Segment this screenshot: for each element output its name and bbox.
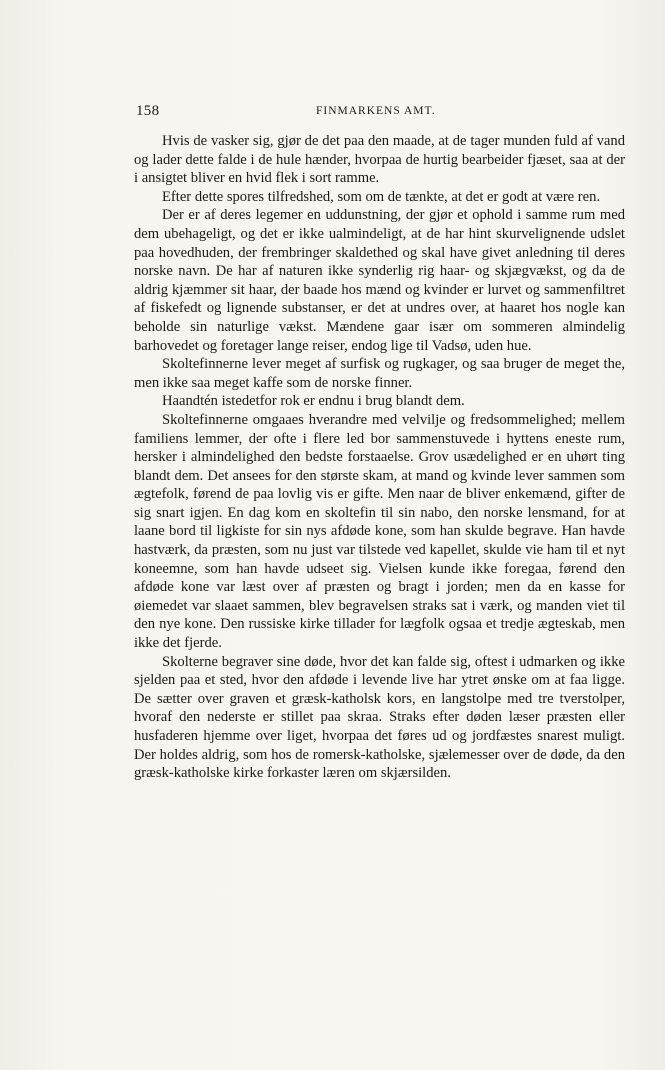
paragraph-spinning: Haandtén istedetfor rok er endnu i brug blandt dem. xyxy=(162,393,465,410)
running-head xyxy=(136,103,625,123)
running-title: FINMARKENS AMT. xyxy=(316,105,436,117)
paragraph-satisfaction: Efter dette spores tilfredshed, som om de tænkte, at det er godt at være ren. xyxy=(162,188,601,205)
paragraph-food: Skoltefinnerne lever meget af surfisk og rugkager, og saa bruger de meget the, men ikke saa meget kaffe som de norske finner. xyxy=(134,356,625,391)
body-text xyxy=(134,132,625,783)
paragraph-hygiene: Der er af deres legemer en uddunstning, der gjør et ophold i samme rum med dem ubehageligt, og det er ikke ualmindeligt, at de har hint skurvelignende udslet paa hovedhuden, der frembringer skaldethed og skal have givet anledning til deres norske navn. De har af naturen ikke synderlig rig haar- og skjægvækst, og da de aldrig kjæmmer sit haar, der baade hos mænd og kvinder er lurvet og sammenfiltret af fiskefedt og lignende substanser, er det at undres over, at haaret hos nogle kan beholde sin naturlige vækst. Mændene gaar især om sommeren almindelig barhovedet og foretager lange reiser, endog lige til Vadsø, uden hue. xyxy=(134,207,625,354)
paragraph-family-life: Skoltefinnerne omgaaes hverandre med velvilje og fredsommelighed; mellem familiens lemmer, der ofte i flere led bor sammenstuvede i hyttens eneste rum, hersker i almindelighed den bedste forstaaelse. Grov usædelighed er en uhørt ting blandt dem. Det ansees for den største skam, at mand og kvinde lever sammen som ægtefolk, førend de paa lovlig vis er gifte. Men naar de bliver enkemænd, gifter de sig snart igjen. En dag kom en skoltefin til sin nabo, den norske lensmand, for at laane bord til ligkiste for sin nys afdøde kone, som han skulde begrave. Han havde hastværk, da præsten, som nu just var tilstede ved kapellet, skulde vie ham til et nyt koneemne, som han havde udseet sig. Vielsen kunde ikke foregaa, førend den afdøde kone var læst over af præsten og bragt i jorden; men da en kasse for øiemedet var slaaet sammen, blev begravelsen straks sat i værk, og manden viet til den nye kone. Den russiske kirke tillader for lægfolk ogsaa et tredje ægteskab, men ikke det fjerde. xyxy=(134,411,625,652)
paragraph-washing: Hvis de vasker sig, gjør de det paa den maade, at de tager munden fuld af vand og lader dette falde i de hule hænder, hvorpaa de hurtig bearbeider fjæset, saa at der i ansigtet bliver en hvid flek i sort ramme. xyxy=(134,133,625,187)
page-number: 158 xyxy=(136,103,160,119)
paragraph-burial: Skolterne begraver sine døde, hvor det kan falde sig, oftest i udmarken og ikke sjelden paa et sted, hvor den afdøde i levende live har ytret ønske om at faa ligge. De sætter over graven et græsk-katholsk kors, en langstolpe med tre tverstolper, hvoraf den nederste er stillet paa skraa. Straks efter døden læser præsten eller husfaderen hjemme over liget, hvorpaa det føres ud og jordfæstes snarest muligt. Der holdes aldrig, som hos de romersk-katholske, sjælemesser over de døde, da den græsk-katholske kirke forkaster læren om skjærsilden. xyxy=(134,653,625,782)
